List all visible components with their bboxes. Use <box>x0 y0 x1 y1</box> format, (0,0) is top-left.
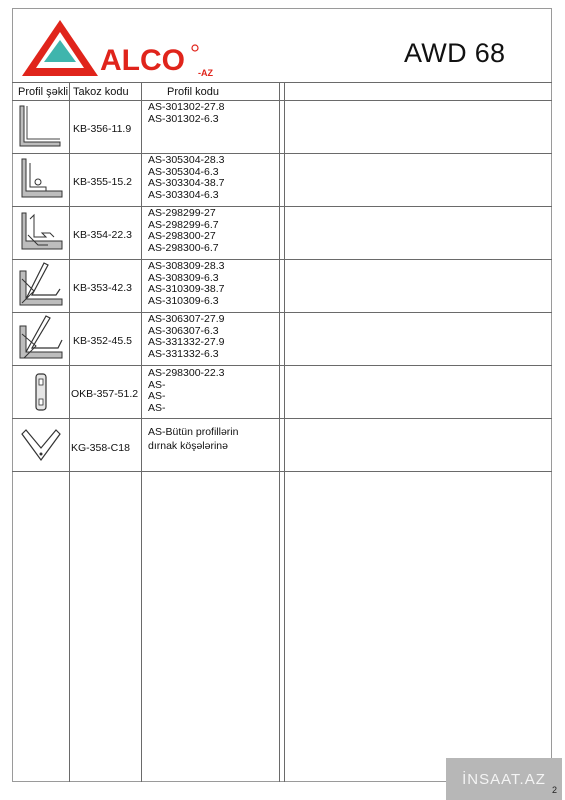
profile-code: AS-306307-27.9 <box>148 313 225 325</box>
profile-code: AS-305304-28.3 <box>148 154 225 166</box>
takoz-code: OKB-357-51.2 <box>71 388 139 400</box>
row-divider <box>12 471 552 472</box>
profile-code: AS-310309-6.3 <box>148 294 219 307</box>
takoz-code: KB-355-15.2 <box>73 176 132 188</box>
row-divider <box>12 312 552 313</box>
row-divider <box>12 418 552 419</box>
logo-suffix: -AZ <box>198 68 213 78</box>
profile-code-list <box>148 208 219 254</box>
profile-code: AS-301302-27.8 <box>148 101 225 113</box>
profile-code-list <box>148 102 224 125</box>
row-divider <box>12 206 552 207</box>
row-divider <box>12 153 552 154</box>
profile-code-list <box>148 425 238 453</box>
row-divider <box>12 365 552 366</box>
profile-code: AS-310309-38.7 <box>148 283 225 295</box>
header-profile-code: Profil kodu <box>167 86 219 98</box>
col-divider <box>69 82 70 782</box>
takoz-code: KB-353-42.3 <box>73 282 132 294</box>
corner-profile-2-icon <box>16 157 66 205</box>
profile-code: AS-308309-6.3 <box>148 271 219 284</box>
corner-profile-4-icon <box>16 261 66 309</box>
col-divider <box>284 82 285 782</box>
profile-code: AS-298300-27 <box>148 230 216 242</box>
profile-code: AS- <box>148 390 166 402</box>
profile-code-list <box>148 261 224 307</box>
header-bottom-line <box>12 100 552 101</box>
row-divider <box>12 259 552 260</box>
model-title: AWD 68 <box>404 38 506 68</box>
profile-code: AS-306307-6.3 <box>148 324 219 337</box>
profile-code: AS-303304-38.7 <box>148 177 225 189</box>
col-divider <box>141 82 142 782</box>
takoz-code: KB-356-11.9 <box>73 123 132 135</box>
profile-code: AS- <box>148 401 166 414</box>
watermark: İNSAAT.AZ <box>446 758 562 800</box>
profile-code: AS-298299-6.7 <box>148 218 219 231</box>
profile-code: AS-298300-6.7 <box>148 241 219 254</box>
table-top-line <box>12 82 552 83</box>
profile-code: AS-298299-27 <box>148 207 216 219</box>
connector-profile-icon <box>16 370 66 418</box>
profile-code-list <box>148 155 224 201</box>
profile-code-list <box>148 368 224 414</box>
profile-code: AS-Bütün profillərin <box>148 426 239 438</box>
takoz-code: KB-354-22.3 <box>73 229 132 241</box>
takoz-code: KB-352-45.5 <box>73 335 132 347</box>
header-profile-image: Profil şəkli <box>18 86 69 98</box>
profile-code: AS-298300-22.3 <box>148 367 225 379</box>
profile-code: AS-301302-6.3 <box>148 112 219 125</box>
col-divider <box>279 82 280 782</box>
profile-code: AS-303304-6.3 <box>148 188 219 201</box>
profile-code: dırnak köşələrinə <box>148 440 228 452</box>
page-number: 2 <box>552 785 558 795</box>
profile-code: AS- <box>148 378 166 391</box>
corner-profile-1-icon <box>16 104 66 152</box>
profile-code: AS-308309-28.3 <box>148 260 225 272</box>
takoz-code: KG-358-C18 <box>71 442 130 454</box>
profile-code: AS-331332-6.3 <box>148 347 219 360</box>
alco-logo <box>20 18 220 78</box>
profile-code-list <box>148 314 224 360</box>
header-takoz-code: Takoz kodu <box>73 86 129 98</box>
corner-profile-5-icon <box>16 314 66 362</box>
logo-text: ALCO <box>100 44 185 77</box>
corner-profile-3-icon <box>16 209 66 257</box>
corner-clip-icon <box>16 424 66 472</box>
profile-code: AS-305304-6.3 <box>148 165 219 178</box>
profile-code: AS-331332-27.9 <box>148 336 225 348</box>
